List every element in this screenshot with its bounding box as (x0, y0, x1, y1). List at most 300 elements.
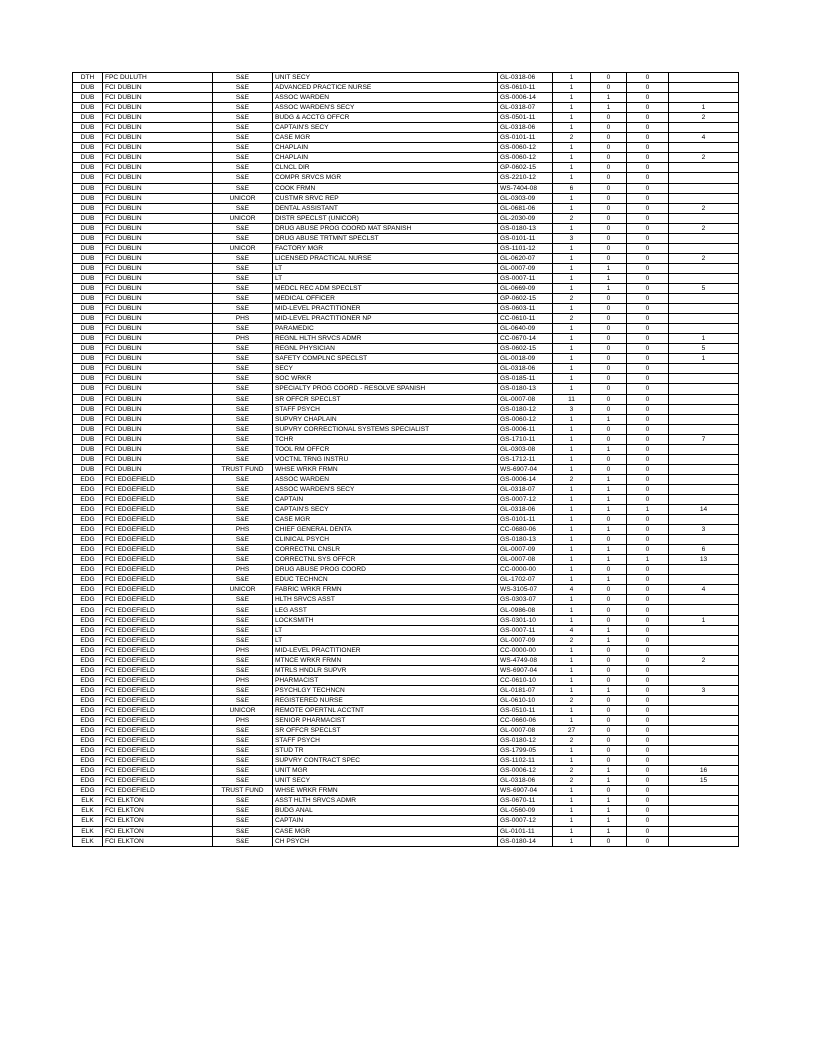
table-row (73, 193, 739, 203)
grade-cell: GS-1710-11 (498, 434, 553, 444)
site-code-cell: DUB (73, 384, 103, 394)
col-b-cell: 0 (591, 434, 627, 444)
col-d-cell: 1 (669, 103, 739, 113)
site-code-cell: DUB (73, 143, 103, 153)
facility-cell: FCI EDGEFIELD (103, 736, 213, 746)
count-cell: 1 (553, 344, 591, 354)
col-d-cell (669, 816, 739, 826)
facility-cell: FCI DUBLIN (103, 253, 213, 263)
facility-cell: FCI DUBLIN (103, 314, 213, 324)
position-title-cell: REGNL PHYSICIAN (273, 344, 498, 354)
col-b-cell: 0 (591, 746, 627, 756)
col-c-cell: 0 (627, 826, 669, 836)
facility-cell: FCI DUBLIN (103, 324, 213, 334)
count-cell: 1 (553, 193, 591, 203)
position-title-cell: SENIOR PHARMACIST (273, 716, 498, 726)
col-b-cell: 0 (591, 344, 627, 354)
count-cell: 1 (553, 464, 591, 474)
col-b-cell: 0 (591, 163, 627, 173)
table-row (73, 93, 739, 103)
col-d-cell (669, 535, 739, 545)
col-d-cell: 4 (669, 133, 739, 143)
table-row (73, 294, 739, 304)
count-cell: 1 (553, 374, 591, 384)
site-code-cell: DUB (73, 414, 103, 424)
fund-cell: S&E (213, 816, 273, 826)
position-title-cell: ASSOC WARDEN (273, 93, 498, 103)
site-code-cell: EDG (73, 736, 103, 746)
fund-cell: S&E (213, 575, 273, 585)
grade-cell: GS-0007-12 (498, 494, 553, 504)
site-code-cell: DUB (73, 334, 103, 344)
position-title-cell: REMOTE OPERTNL ACCTNT (273, 705, 498, 715)
col-d-cell: 2 (669, 655, 739, 665)
site-code-cell: EDG (73, 595, 103, 605)
count-cell: 1 (553, 123, 591, 133)
site-code-cell: ELK (73, 826, 103, 836)
count-cell: 2 (553, 776, 591, 786)
count-cell: 1 (553, 705, 591, 715)
position-title-cell: SR OFFCR SPECLST (273, 726, 498, 736)
col-b-cell: 0 (591, 726, 627, 736)
site-code-cell: DUB (73, 424, 103, 434)
col-b-cell: 1 (591, 635, 627, 645)
grade-cell: GS-1799-05 (498, 746, 553, 756)
facility-cell: FCI DUBLIN (103, 273, 213, 283)
fund-cell: S&E (213, 605, 273, 615)
site-code-cell: EDG (73, 655, 103, 665)
site-code-cell: EDG (73, 776, 103, 786)
table-row (73, 615, 739, 625)
col-c-cell: 0 (627, 283, 669, 293)
site-code-cell: DUB (73, 314, 103, 324)
site-code-cell: DUB (73, 133, 103, 143)
grade-cell: GP-0602-15 (498, 294, 553, 304)
col-d-cell (669, 173, 739, 183)
fund-cell: UNICOR (213, 213, 273, 223)
site-code-cell: DUB (73, 364, 103, 374)
col-d-cell (669, 796, 739, 806)
col-d-cell (669, 736, 739, 746)
fund-cell: PHS (213, 334, 273, 344)
site-code-cell: EDG (73, 695, 103, 705)
facility-cell: FCI DUBLIN (103, 153, 213, 163)
table-row (73, 384, 739, 394)
fund-cell: S&E (213, 766, 273, 776)
col-d-cell (669, 263, 739, 273)
grade-cell: WS-6907-04 (498, 665, 553, 675)
col-b-cell: 1 (591, 414, 627, 424)
position-title-cell: CASE MGR (273, 826, 498, 836)
count-cell: 2 (553, 695, 591, 705)
col-c-cell: 0 (627, 314, 669, 324)
col-d-cell (669, 575, 739, 585)
col-d-cell (669, 746, 739, 756)
col-d-cell (669, 123, 739, 133)
table-row (73, 253, 739, 263)
col-d-cell: 4 (669, 585, 739, 595)
col-b-cell: 1 (591, 474, 627, 484)
count-cell: 1 (553, 555, 591, 565)
grade-cell: WS-6907-04 (498, 464, 553, 474)
count-cell: 3 (553, 404, 591, 414)
fund-cell: S&E (213, 73, 273, 83)
position-title-cell: CUSTMR SRVC REP (273, 193, 498, 203)
count-cell: 2 (553, 635, 591, 645)
col-d-cell: 2 (669, 223, 739, 233)
facility-cell: FCI EDGEFIELD (103, 695, 213, 705)
grade-cell: GS-0185-11 (498, 374, 553, 384)
fund-cell: S&E (213, 796, 273, 806)
facility-cell: FCI EDGEFIELD (103, 665, 213, 675)
fund-cell: TRUST FUND (213, 786, 273, 796)
position-title-cell: CAPTAIN'S SECY (273, 123, 498, 133)
site-code-cell: EDG (73, 756, 103, 766)
col-c-cell: 0 (627, 474, 669, 484)
site-code-cell: DUB (73, 203, 103, 213)
col-d-cell (669, 605, 739, 615)
grade-cell: GS-0180-12 (498, 736, 553, 746)
fund-cell: S&E (213, 324, 273, 334)
col-b-cell: 1 (591, 283, 627, 293)
count-cell: 1 (553, 454, 591, 464)
facility-cell: FCI EDGEFIELD (103, 786, 213, 796)
col-b-cell: 0 (591, 705, 627, 715)
col-c-cell: 0 (627, 675, 669, 685)
count-cell: 1 (553, 414, 591, 424)
col-b-cell: 0 (591, 113, 627, 123)
position-title-cell: BUDG & ACCTG OFFCR (273, 113, 498, 123)
col-b-cell: 0 (591, 193, 627, 203)
count-cell: 1 (553, 203, 591, 213)
count-cell: 1 (553, 525, 591, 535)
col-d-cell (669, 635, 739, 645)
fund-cell: TRUST FUND (213, 464, 273, 474)
site-code-cell: DUB (73, 454, 103, 464)
col-c-cell: 0 (627, 836, 669, 846)
col-c-cell: 0 (627, 806, 669, 816)
col-b-cell: 0 (591, 595, 627, 605)
fund-cell: UNICOR (213, 705, 273, 715)
site-code-cell: EDG (73, 685, 103, 695)
table-row (73, 645, 739, 655)
col-c-cell: 0 (627, 83, 669, 93)
table-row (73, 665, 739, 675)
col-d-cell (669, 464, 739, 474)
facility-cell: FCI EDGEFIELD (103, 535, 213, 545)
col-d-cell (669, 786, 739, 796)
table-row (73, 213, 739, 223)
facility-cell: FCI DUBLIN (103, 424, 213, 434)
grade-cell: GS-1102-11 (498, 756, 553, 766)
site-code-cell: ELK (73, 816, 103, 826)
facility-cell: FPC DULUTH (103, 73, 213, 83)
facility-cell: FCI EDGEFIELD (103, 645, 213, 655)
fund-cell: S&E (213, 133, 273, 143)
grade-cell: GL-0181-07 (498, 685, 553, 695)
position-title-cell: DISTR SPECLST (UNICOR) (273, 213, 498, 223)
position-title-cell: COOK FRMN (273, 183, 498, 193)
table-row (73, 796, 739, 806)
col-d-cell (669, 454, 739, 464)
position-title-cell: PARAMEDIC (273, 324, 498, 334)
grade-cell: GS-0180-12 (498, 404, 553, 414)
position-title-cell: WHSE WRKR FRMN (273, 464, 498, 474)
col-c-cell: 0 (627, 685, 669, 695)
site-code-cell: EDG (73, 474, 103, 484)
col-c-cell: 0 (627, 263, 669, 273)
table-row (73, 766, 739, 776)
facility-cell: FCI EDGEFIELD (103, 595, 213, 605)
fund-cell: S&E (213, 173, 273, 183)
count-cell: 1 (553, 505, 591, 515)
col-c-cell: 0 (627, 464, 669, 474)
site-code-cell: DTH (73, 73, 103, 83)
count-cell: 1 (553, 796, 591, 806)
table-row (73, 695, 739, 705)
table-row (73, 565, 739, 575)
site-code-cell: DUB (73, 113, 103, 123)
col-d-cell (669, 233, 739, 243)
site-code-cell: DUB (73, 193, 103, 203)
count-cell: 1 (553, 655, 591, 665)
facility-cell: FCI DUBLIN (103, 294, 213, 304)
grade-cell: CC-0670-14 (498, 334, 553, 344)
col-c-cell: 0 (627, 746, 669, 756)
grade-cell: GS-2210-12 (498, 173, 553, 183)
col-c-cell: 0 (627, 816, 669, 826)
count-cell: 1 (553, 806, 591, 816)
position-title-cell: SUPVRY CORRECTIONAL SYSTEMS SPECIALIST (273, 424, 498, 434)
grade-cell: GL-0303-09 (498, 193, 553, 203)
site-code-cell: EDG (73, 585, 103, 595)
position-title-cell: MTRLS HNDLR SUPVR (273, 665, 498, 675)
count-cell: 1 (553, 263, 591, 273)
col-d-cell (669, 73, 739, 83)
grade-cell: GL-0007-09 (498, 635, 553, 645)
col-b-cell: 0 (591, 565, 627, 575)
site-code-cell: EDG (73, 766, 103, 776)
count-cell: 1 (553, 595, 591, 605)
col-b-cell: 0 (591, 304, 627, 314)
facility-cell: FCI DUBLIN (103, 354, 213, 364)
site-code-cell: DUB (73, 233, 103, 243)
col-b-cell: 0 (591, 384, 627, 394)
fund-cell: S&E (213, 746, 273, 756)
col-d-cell (669, 404, 739, 414)
position-title-cell: EDUC TECHNCN (273, 575, 498, 585)
grade-cell: GL-0986-08 (498, 605, 553, 615)
table-row (73, 414, 739, 424)
grade-cell: GS-1712-11 (498, 454, 553, 464)
fund-cell: UNICOR (213, 585, 273, 595)
col-d-cell (669, 826, 739, 836)
fund-cell: S&E (213, 665, 273, 675)
count-cell: 1 (553, 565, 591, 575)
table-row (73, 836, 739, 846)
fund-cell: S&E (213, 615, 273, 625)
fund-cell: PHS (213, 525, 273, 535)
site-code-cell: DUB (73, 243, 103, 253)
grade-cell: GL-0669-09 (498, 283, 553, 293)
site-code-cell: ELK (73, 806, 103, 816)
col-d-cell (669, 474, 739, 484)
col-c-cell: 0 (627, 193, 669, 203)
site-code-cell: DUB (73, 404, 103, 414)
col-d-cell (669, 143, 739, 153)
count-cell: 3 (553, 233, 591, 243)
col-b-cell: 1 (591, 796, 627, 806)
table-row (73, 545, 739, 555)
facility-cell: FCI DUBLIN (103, 404, 213, 414)
col-c-cell: 0 (627, 113, 669, 123)
facility-cell: FCI DUBLIN (103, 113, 213, 123)
facility-cell: FCI DUBLIN (103, 223, 213, 233)
col-b-cell: 0 (591, 605, 627, 615)
col-d-cell: 2 (669, 153, 739, 163)
table-row (73, 163, 739, 173)
position-title-cell: FABRIC WRKR FRMN (273, 585, 498, 595)
position-title-cell: LEG ASST (273, 605, 498, 615)
vacancy-table (72, 72, 739, 847)
grade-cell: GS-0006-11 (498, 424, 553, 434)
table-row (73, 585, 739, 595)
col-d-cell (669, 294, 739, 304)
count-cell: 1 (553, 545, 591, 555)
grade-cell: GS-0303-07 (498, 595, 553, 605)
col-b-cell: 0 (591, 645, 627, 655)
count-cell: 1 (553, 605, 591, 615)
fund-cell: UNICOR (213, 193, 273, 203)
col-b-cell: 0 (591, 585, 627, 595)
grade-cell: GS-0060-12 (498, 143, 553, 153)
facility-cell: FCI DUBLIN (103, 444, 213, 454)
col-b-cell: 0 (591, 324, 627, 334)
facility-cell: FCI DUBLIN (103, 414, 213, 424)
col-b-cell: 0 (591, 243, 627, 253)
facility-cell: FCI DUBLIN (103, 394, 213, 404)
col-c-cell: 0 (627, 354, 669, 364)
site-code-cell: EDG (73, 605, 103, 615)
col-d-cell (669, 515, 739, 525)
position-title-cell: REGISTERED NURSE (273, 695, 498, 705)
position-title-cell: LT (273, 273, 498, 283)
col-d-cell: 1 (669, 334, 739, 344)
col-b-cell: 0 (591, 464, 627, 474)
col-d-cell (669, 726, 739, 736)
table-row (73, 595, 739, 605)
facility-cell: FCI ELKTON (103, 836, 213, 846)
col-d-cell (669, 695, 739, 705)
count-cell: 1 (553, 354, 591, 364)
position-title-cell: CASE MGR (273, 515, 498, 525)
col-c-cell: 0 (627, 726, 669, 736)
position-title-cell: MID-LEVEL PRACTITIONER NP (273, 314, 498, 324)
site-code-cell: DUB (73, 324, 103, 334)
col-b-cell: 0 (591, 756, 627, 766)
site-code-cell: DUB (73, 344, 103, 354)
col-b-cell: 1 (591, 685, 627, 695)
position-title-cell: CHIEF GENERAL DENTA (273, 525, 498, 535)
table-row (73, 283, 739, 293)
grade-cell: GS-0007-12 (498, 816, 553, 826)
col-c-cell: 0 (627, 324, 669, 334)
site-code-cell: DUB (73, 153, 103, 163)
grade-cell: GS-1101-12 (498, 243, 553, 253)
grade-cell: GS-0602-15 (498, 344, 553, 354)
fund-cell: S&E (213, 273, 273, 283)
count-cell: 1 (553, 756, 591, 766)
col-c-cell: 0 (627, 645, 669, 655)
position-title-cell: SUPVRY CONTRACT SPEC (273, 756, 498, 766)
table-row (73, 334, 739, 344)
col-d-cell: 16 (669, 766, 739, 776)
site-code-cell: DUB (73, 223, 103, 233)
table-row (73, 314, 739, 324)
table-row (73, 675, 739, 685)
grade-cell: GL-0640-09 (498, 324, 553, 334)
facility-cell: FCI DUBLIN (103, 233, 213, 243)
col-d-cell (669, 273, 739, 283)
grade-cell: GS-0501-11 (498, 113, 553, 123)
position-title-cell: REGNL HLTH SRVCS ADMR (273, 334, 498, 344)
facility-cell: FCI EDGEFIELD (103, 525, 213, 535)
fund-cell: PHS (213, 716, 273, 726)
position-title-cell: LT (273, 625, 498, 635)
col-c-cell: 0 (627, 444, 669, 454)
fund-cell: PHS (213, 314, 273, 324)
fund-cell: S&E (213, 836, 273, 846)
table-row (73, 786, 739, 796)
site-code-cell: EDG (73, 786, 103, 796)
position-title-cell: BUDG ANAL (273, 806, 498, 816)
site-code-cell: EDG (73, 726, 103, 736)
col-c-cell: 0 (627, 575, 669, 585)
count-cell: 1 (553, 575, 591, 585)
table-row (73, 776, 739, 786)
site-code-cell: EDG (73, 484, 103, 494)
table-row (73, 816, 739, 826)
table-row (73, 354, 739, 364)
count-cell: 1 (553, 434, 591, 444)
count-cell: 2 (553, 294, 591, 304)
site-code-cell: DUB (73, 434, 103, 444)
col-c-cell: 0 (627, 595, 669, 605)
col-c-cell: 0 (627, 404, 669, 414)
col-c-cell: 0 (627, 695, 669, 705)
facility-cell: FCI DUBLIN (103, 193, 213, 203)
col-d-cell (669, 324, 739, 334)
count-cell: 11 (553, 394, 591, 404)
fund-cell: S&E (213, 806, 273, 816)
col-c-cell: 0 (627, 143, 669, 153)
site-code-cell: DUB (73, 464, 103, 474)
grade-cell: GS-0006-14 (498, 93, 553, 103)
table-row (73, 83, 739, 93)
col-d-cell: 13 (669, 555, 739, 565)
fund-cell: S&E (213, 826, 273, 836)
col-c-cell: 0 (627, 123, 669, 133)
grade-cell: GS-0101-11 (498, 515, 553, 525)
facility-cell: FCI DUBLIN (103, 243, 213, 253)
count-cell: 1 (553, 786, 591, 796)
count-cell: 1 (553, 746, 591, 756)
fund-cell: S&E (213, 535, 273, 545)
fund-cell: S&E (213, 776, 273, 786)
count-cell: 2 (553, 766, 591, 776)
facility-cell: FCI DUBLIN (103, 163, 213, 173)
facility-cell: FCI DUBLIN (103, 173, 213, 183)
